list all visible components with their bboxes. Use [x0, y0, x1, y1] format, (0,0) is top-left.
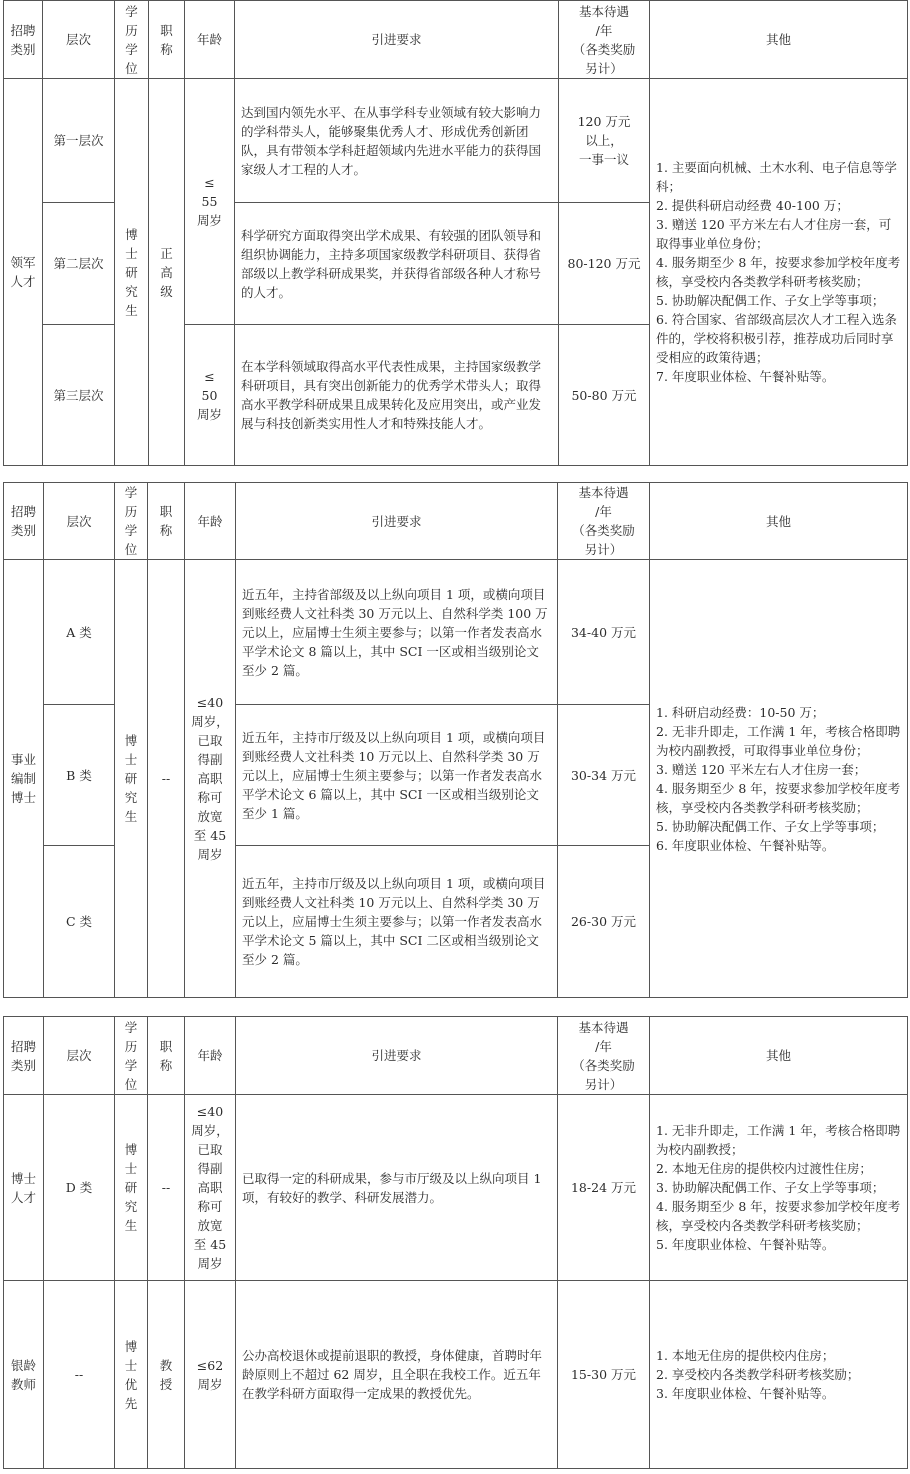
- header-requirement: 引进要求: [236, 1017, 558, 1095]
- age-cell: ≤ 55 周岁: [185, 79, 235, 325]
- degree-cell: 博 士 优 先: [115, 1281, 148, 1469]
- degree-cell: 博 士 研 究 生: [115, 1095, 148, 1281]
- header-salary: 基本待遇 /年 （各类奖励 另计）: [559, 1, 650, 79]
- age-cell: ≤62 周岁: [185, 1281, 236, 1469]
- salary-cell: 18-24 万元: [558, 1095, 650, 1281]
- level-cell: A 类: [44, 560, 115, 705]
- header-requirement: 引进要求: [236, 483, 558, 560]
- header-title: 职 称: [148, 1017, 185, 1095]
- category-cell: 银龄 教师: [4, 1281, 44, 1469]
- level-cell: C 类: [44, 846, 115, 998]
- header-category: 招聘 类别: [4, 1, 43, 79]
- title-cell: --: [148, 560, 185, 998]
- other-cell: 1. 科研启动经费：10-50 万； 2. 无非升即走，工作满 1 年，考核合格即聘为校内副教授，可取得事业单位身份； 3. 赠送 120 平米左右人才住房一套； 4. 服务期至少 8 年，按要求参加学校年度考核，享受校内各类教学科研考核奖励； 5. 协助解决配偶工作、子女上学等事项； 6. 年度职业体检、午餐补贴等。: [650, 560, 908, 998]
- category-cell: 领军 人才: [4, 79, 43, 466]
- age-cell: ≤40 周岁， 已取 得副 高职 称可 放宽 至 45 周岁: [185, 560, 236, 998]
- level-cell: 第三层次: [43, 325, 115, 466]
- requirement-cell: 公办高校退休或提前退职的教授，身体健康，首聘时年龄原则上不超过 62 周岁，且全职在我校工作。近五年在教学科研方面取得一定成果的教授优先。: [236, 1281, 558, 1469]
- table-row: [4, 1095, 908, 1281]
- title-cell: 教 授: [148, 1281, 185, 1469]
- header-category: 招聘 类别: [4, 483, 44, 560]
- header-title: 职 称: [148, 483, 185, 560]
- age-cell: ≤ 50 周岁: [185, 325, 235, 466]
- header-degree: 学 历 学 位: [115, 483, 148, 560]
- level-cell: 第二层次: [43, 203, 115, 325]
- header-requirement: 引进要求: [235, 1, 559, 79]
- header-salary: 基本待遇 /年 （各类奖励 另计）: [558, 483, 650, 560]
- level-cell: B 类: [44, 705, 115, 846]
- header-age: 年龄: [185, 1017, 236, 1095]
- header-category: 招聘 类别: [4, 1017, 44, 1095]
- requirement-cell: 科学研究方面取得突出学术成果、有较强的团队领导和组织协调能力，主持多项国家级教学科研项目、获得省部级以上教学科研成果奖，并获得省部级各种人才称号的人才。: [235, 203, 559, 325]
- header-degree: 学 历 学 位: [115, 1, 149, 79]
- other-cell: 1. 主要面向机械、土木水利、电子信息等学科； 2. 提供科研启动经费 40-100 万； 3. 赠送 120 平方米左右人才住房一套，可取得事业单位身份； 4. 服务期至少 8 年，按要求参加学校年度考核，享受校内各类教学科研考核奖励； 5. 协助解决配偶工作、子女上学等事项； 6. 符合国家、省部级高层次人才工程入选条件的，学校将积极引荐，推荐成功后同时享受相应的政策待遇； 7. 年度职业体检、午餐补贴等。: [650, 79, 908, 466]
- header-age: 年龄: [185, 1, 235, 79]
- age-cell: ≤40 周岁， 已取 得副 高职 称可 放宽 至 45 周岁: [185, 1095, 236, 1281]
- header-other: 其他: [650, 1, 908, 79]
- header-row: [4, 1, 908, 79]
- salary-cell: 30-34 万元: [558, 705, 650, 846]
- requirement-cell: 达到国内领先水平、在从事学科专业领域有较大影响力的学科带头人，能够聚集优秀人才、形成优秀创新团队，具有带领本学科赶超领域内先进水平能力的获得国家级人才工程的人才。: [235, 79, 559, 203]
- level-cell: D 类: [44, 1095, 115, 1281]
- degree-cell: 博 士 研 究 生: [115, 79, 149, 466]
- table-leading-talent: [3, 0, 908, 466]
- table-phd-and-senior: [3, 1016, 908, 1469]
- category-cell: 博士 人才: [4, 1095, 44, 1281]
- requirement-cell: 在本学科领域取得高水平代表性成果，主持国家级教学科研项目，具有突出创新能力的优秀学术带头人；取得高水平教学科研成果且成果转化及应用突出，或产业发展与科技创新类实用性人才和特殊技能人才。: [235, 325, 559, 466]
- requirement-cell: 近五年，主持市厅级及以上纵向项目 1 项，或横向项目到账经费人文社科类 10 万元以上、自然科学类 30 万元以上，应届博士生须主要参与；以第一作者发表高水平学术论文 6 篇以上，其中 SCI 一区或相当级别论文至少 1 篇。: [236, 705, 558, 846]
- header-salary: 基本待遇 /年 （各类奖励 另计）: [558, 1017, 650, 1095]
- requirement-cell: 近五年，主持市厅级及以上纵向项目 1 项，或横向项目到账经费人文社科类 10 万元以上、自然科学类 30 万元以上，应届博士生须主要参与；以第一作者发表高水平学术论文 5 篇以上，其中 SCI 二区或相当级别论文至少 2 篇。: [236, 846, 558, 998]
- requirement-cell: 近五年，主持省部级及以上纵向项目 1 项，或横向项目到账经费人文社科类 30 万元以上、自然科学类 100 万元以上，应届博士生须主要参与；以第一作者发表高水平学术论文 8 篇以上，其中 SCI 一区或相当级别论文至少 2 篇。: [236, 560, 558, 705]
- title-cell: --: [148, 1095, 185, 1281]
- header-title: 职 称: [149, 1, 185, 79]
- header-row: [4, 1017, 908, 1095]
- category-cell: 事业 编制 博士: [4, 560, 44, 998]
- other-cell: 1. 无非升即走，工作满 1 年，考核合格即聘为校内副教授； 2. 本地无住房的提供校内过渡性住房； 3. 协助解决配偶工作、子女上学等事项； 4. 服务期至少 8 年，按要求参加学校年度考核，享受校内各类教学科研考核奖励； 5. 年度职业体检、午餐补贴等。: [650, 1095, 908, 1281]
- degree-cell: 博 士 研 究 生: [115, 560, 148, 998]
- table-row: [4, 560, 908, 705]
- header-row: [4, 483, 908, 560]
- requirement-cell: 已取得一定的科研成果，参与市厅级及以上纵向项目 1 项，有较好的教学、科研发展潜力。: [236, 1095, 558, 1281]
- level-cell: --: [44, 1281, 115, 1469]
- header-degree: 学 历 学 位: [115, 1017, 148, 1095]
- salary-cell: 80-120 万元: [559, 203, 650, 325]
- salary-cell: 120 万元 以上， 一事一议: [559, 79, 650, 203]
- salary-cell: 34-40 万元: [558, 560, 650, 705]
- salary-cell: 26-30 万元: [558, 846, 650, 998]
- table-row: [4, 1281, 908, 1469]
- header-other: 其他: [650, 483, 908, 560]
- header-other: 其他: [650, 1017, 908, 1095]
- salary-cell: 15-30 万元: [558, 1281, 650, 1469]
- header-level: 层次: [44, 1017, 115, 1095]
- table-row: [4, 79, 908, 203]
- level-cell: 第一层次: [43, 79, 115, 203]
- header-level: 层次: [44, 483, 115, 560]
- other-cell: 1. 本地无住房的提供校内住房； 2. 享受校内各类教学科研考核奖励； 3. 年度职业体检、午餐补贴等。: [650, 1281, 908, 1469]
- table-career-phd: [3, 482, 908, 998]
- title-cell: 正 高 级: [149, 79, 185, 466]
- salary-cell: 50-80 万元: [559, 325, 650, 466]
- header-level: 层次: [43, 1, 115, 79]
- header-age: 年龄: [185, 483, 236, 560]
